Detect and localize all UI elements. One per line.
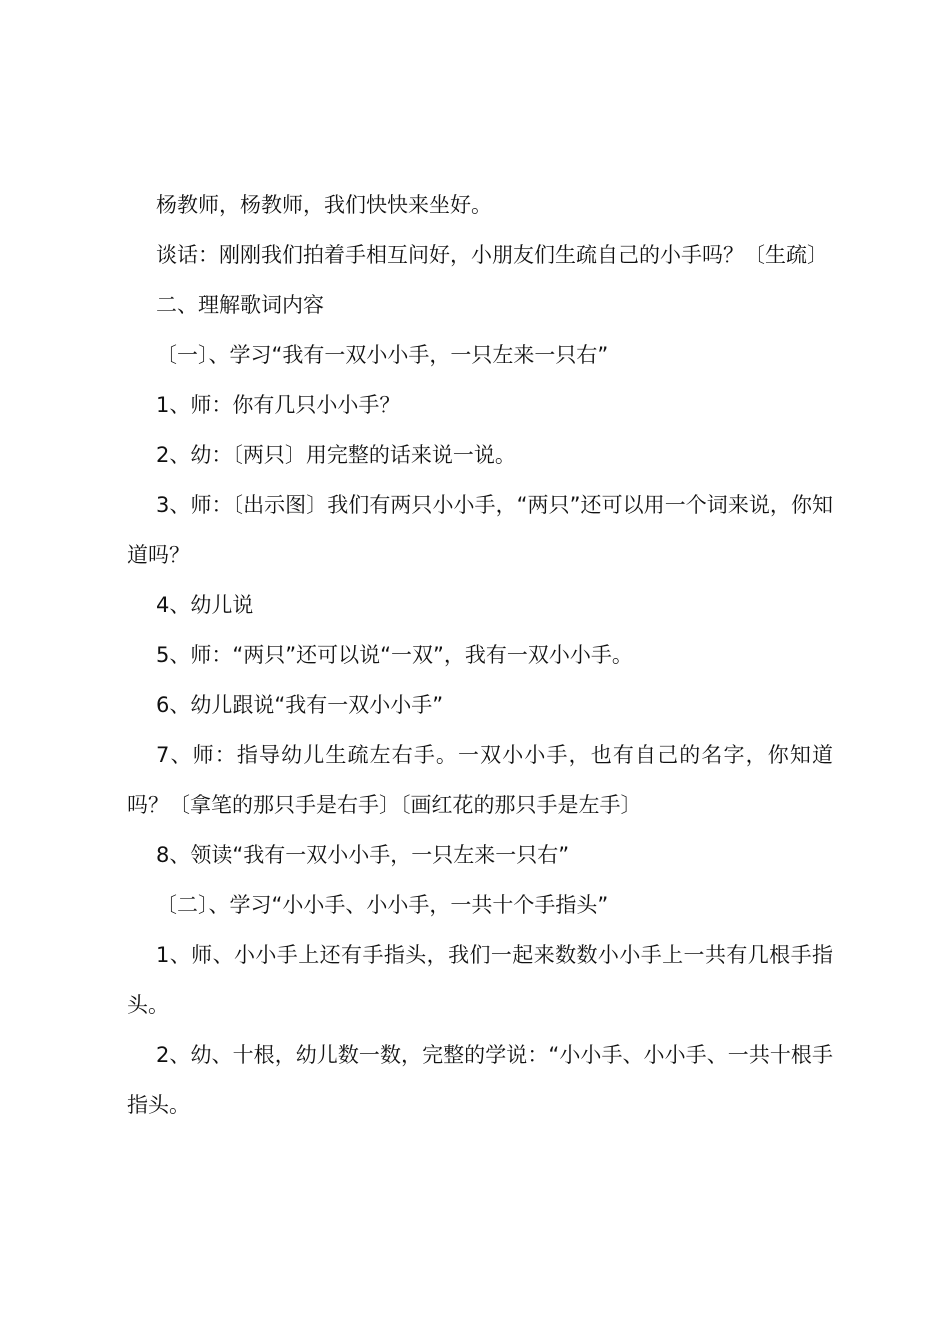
list-item: 7、师：指导幼儿生疏左右手。一双小小手，也有自己的名字，你知道吗？〔拿笔的那只手是右手〕〔画红花的那只手是左手〕 [127, 743, 833, 817]
list-item: 8、领读“我有一双小小手，一只左来一只右” [156, 843, 570, 867]
list-item: 2、幼：〔两只〕用完整的话来说一说。 [156, 443, 516, 467]
subsection-heading-two: 〔二〕、学习“小小手、小小手，一共十个手指头” [156, 893, 609, 917]
section-heading-lyrics: 二、理解歌词内容 [156, 293, 324, 317]
list-item: 4、幼儿说 [156, 593, 254, 617]
list-item: 1、师：你有几只小小手？ [156, 393, 401, 417]
paragraph-teacher-greeting: 杨教师，杨教师，我们快快来坐好。 [156, 193, 492, 217]
list-item: 1、师、小小手上还有手指头，我们一起来数数小小手上一共有几根手指头。 [127, 943, 833, 1017]
paragraph-talk: 谈话：刚刚我们拍着手相互问好，小朋友们生疏自己的小手吗？〔生疏〕 [156, 243, 828, 267]
list-item: 6、幼儿跟说“我有一双小小手” [156, 693, 444, 717]
list-item: 2、幼、十根，幼儿数一数，完整的学说：“小小手、小小手、一共十根手指头。 [127, 1043, 833, 1117]
list-item: 5、师：“两只”还可以说“一双”，我有一双小小手。 [156, 643, 633, 667]
list-item: 3、师：〔出示图〕我们有两只小小手，“两只”还可以用一个词来说，你知道吗？ [127, 493, 833, 567]
subsection-heading-one: 〔一〕、学习“我有一双小小手，一只左来一只右” [156, 343, 609, 367]
document-body [127, 180, 833, 1130]
